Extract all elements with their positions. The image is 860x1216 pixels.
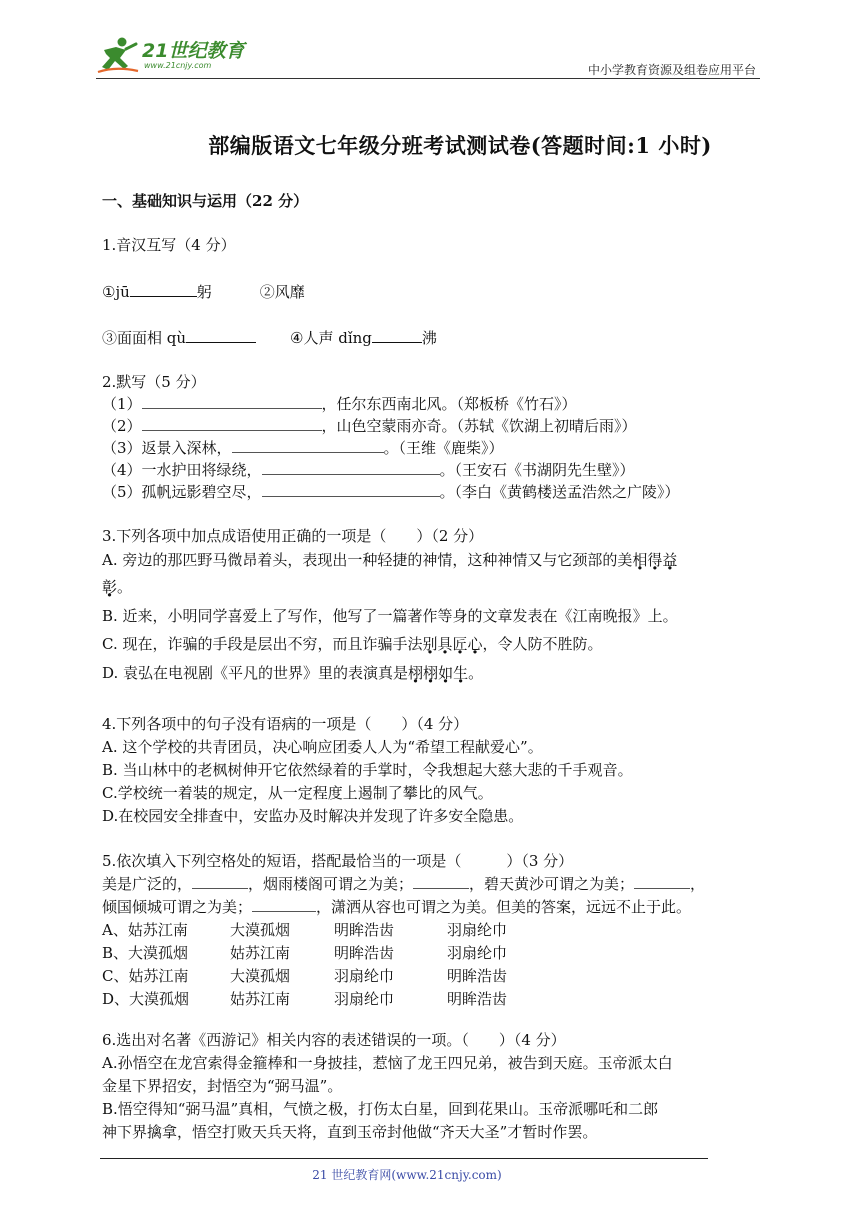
exam-title: 部编版语文七年级分班考试测试卷(答题时间:1 小时) bbox=[208, 133, 712, 158]
q5-passage: 倾国倾城可谓之为美； ，潇洒从容也可谓之为美。但美的答案，远远不止于此。 bbox=[102, 898, 692, 916]
q5-option-cell: 羽扇纶巾 bbox=[334, 967, 395, 985]
answer-blank[interactable] bbox=[262, 482, 440, 497]
q1-row2: ③面面相 qù ④人声 dǐng 沸 bbox=[102, 329, 437, 347]
q5-option-cell: 大漠孤烟 bbox=[230, 921, 291, 939]
answer-blank[interactable] bbox=[413, 874, 469, 889]
q4-option-d: D.在校园安全排查中，安监办及时解决并发现了许多安全隐患。 bbox=[102, 807, 524, 825]
runner-logo-icon bbox=[96, 36, 140, 76]
platform-name: 中小学教育资源及组卷应用平台 bbox=[587, 63, 756, 77]
q6-option-b: B.悟空得知“弼马温”真相，气愤之极，打伤太白星，回到花果山。玉帝派哪吒和二郎 bbox=[102, 1100, 659, 1118]
q3-option-b: B. 近来，小明同学喜爱上了写作，他写了一篇著作等身的文章发表在《江南晚报》上。 bbox=[102, 607, 678, 625]
logo-url: www.21cnjy.com bbox=[144, 61, 212, 70]
answer-blank[interactable] bbox=[142, 416, 322, 431]
q6-stem: 6.选出对名著《西游记》相关内容的表述错误的一项。（ ）（4 分） bbox=[102, 1031, 566, 1049]
footer: 21 世纪教育网(www.21cnjy.com) bbox=[312, 1168, 502, 1182]
section-heading: 一、基础知识与运用（22 分） bbox=[102, 192, 309, 210]
q5-stem: 5.依次填入下列空格处的短语，搭配最恰当的一项是（ ）（3 分） bbox=[102, 852, 574, 870]
q5-option-cell: D、大漠孤烟 bbox=[102, 990, 190, 1008]
q4-option-b: B. 当山林中的老枫树伸开它依然绿着的手掌时，令我想起大慈大悲的千手观音。 bbox=[102, 761, 633, 779]
logo bbox=[96, 34, 266, 76]
dotted-idiom: 别具匠心 bbox=[422, 635, 483, 653]
q5-option-cell: 羽扇纶巾 bbox=[447, 944, 508, 962]
q2-stem: 2.默写（5 分） bbox=[102, 373, 206, 391]
q4-stem: 4.下列各项中的句子没有语病的一项是（ ）（4 分） bbox=[102, 715, 469, 733]
q3-option-a: A. 旁边的那匹野马微昂着头，表现出一种轻捷的神情，这种神情又与它颈部的美相得益 bbox=[102, 551, 678, 569]
answer-blank[interactable] bbox=[130, 281, 197, 297]
q1-row1: ①jū 躬 ②风靡 bbox=[102, 283, 305, 301]
q3-option-a-cont: 彰。 bbox=[102, 578, 133, 596]
q5-option-cell: 姑苏江南 bbox=[230, 944, 291, 962]
q4-option-c: C.学校统一着装的规定，从一定程度上遏制了攀比的风气。 bbox=[102, 784, 493, 802]
q5-passage: 美是广泛的， ，烟雨楼阁可谓之为美； ，碧天黄沙可谓之为美； ， bbox=[102, 875, 706, 893]
q5-option-cell: 明眸浩齿 bbox=[334, 921, 395, 939]
answer-blank[interactable] bbox=[634, 874, 690, 889]
q3-stem: 3.下列各项中加点成语使用正确的一项是（ ）（2 分） bbox=[102, 527, 484, 545]
logo-text: 21世纪教育 bbox=[142, 40, 245, 62]
q2-line: （1） ，任尔东西南北风。（郑板桥《竹石》） bbox=[102, 395, 577, 413]
answer-blank[interactable] bbox=[232, 438, 384, 453]
q5-option-cell: 姑苏江南 bbox=[230, 990, 291, 1008]
q5-option-cell: 明眸浩齿 bbox=[447, 967, 508, 985]
q6-option-b-cont: 神下界擒拿，悟空打败天兵天将，直到玉帝封他做“齐天大圣”才暂时作罢。 bbox=[102, 1123, 598, 1141]
q5-option-cell: C、姑苏江南 bbox=[102, 967, 189, 985]
q5-option-cell: B、大漠孤烟 bbox=[102, 944, 189, 962]
answer-blank[interactable] bbox=[372, 327, 422, 343]
q3-option-d: D. 袁弘在电视剧《平凡的世界》里的表演真是栩栩如生。 bbox=[102, 664, 484, 682]
dotted-idiom: 彰 bbox=[102, 578, 118, 596]
q2-line: （5）孤帆远影碧空尽， 。（李白《黄鹤楼送孟浩然之广陵》） bbox=[102, 483, 680, 501]
q2-line: （4）一水护田将绿绕， 。（王安石《书湖阴先生壁》） bbox=[102, 461, 635, 479]
q2-line: （2） ，山色空蒙雨亦奇。（苏轼《饮湖上初晴后雨》） bbox=[102, 417, 637, 435]
answer-blank[interactable] bbox=[142, 394, 322, 409]
q5-option-cell: A、姑苏江南 bbox=[102, 921, 188, 939]
answer-blank[interactable] bbox=[186, 327, 256, 343]
footer-divider bbox=[100, 1158, 708, 1159]
q1-stem: 1.音汉互写（4 分） bbox=[102, 236, 236, 254]
q2-line: （3）返景入深林， 。（王维《鹿柴》） bbox=[102, 439, 504, 457]
q6-option-a-cont: 金星下界招安，封悟空为“弼马温”。 bbox=[102, 1077, 343, 1095]
q3-option-c: C. 现在，诈骗的手段是层出不穷，而且诈骗手法别具匠心，令人防不胜防。 bbox=[102, 635, 603, 653]
header-divider bbox=[96, 78, 760, 79]
q5-option-cell: 羽扇纶巾 bbox=[334, 990, 395, 1008]
q5-option-cell: 羽扇纶巾 bbox=[447, 921, 508, 939]
q5-option-cell: 大漠孤烟 bbox=[230, 967, 291, 985]
answer-blank[interactable] bbox=[192, 874, 248, 889]
answer-blank[interactable] bbox=[262, 460, 440, 475]
answer-blank[interactable] bbox=[252, 897, 316, 912]
q6-option-a: A.孙悟空在龙宫索得金箍棒和一身披挂，惹恼了龙王四兄弟，被告到天庭。玉帝派太白 bbox=[102, 1054, 673, 1072]
q5-option-cell: 明眸浩齿 bbox=[447, 990, 508, 1008]
dotted-idiom: 栩栩如生 bbox=[408, 664, 469, 682]
q5-option-cell: 明眸浩齿 bbox=[334, 944, 395, 962]
q4-option-a: A. 这个学校的共青团员，决心响应团委人人为“希望工程献爱心”。 bbox=[102, 738, 543, 756]
page-header bbox=[96, 34, 760, 80]
dotted-idiom: 相得益 bbox=[632, 551, 678, 569]
